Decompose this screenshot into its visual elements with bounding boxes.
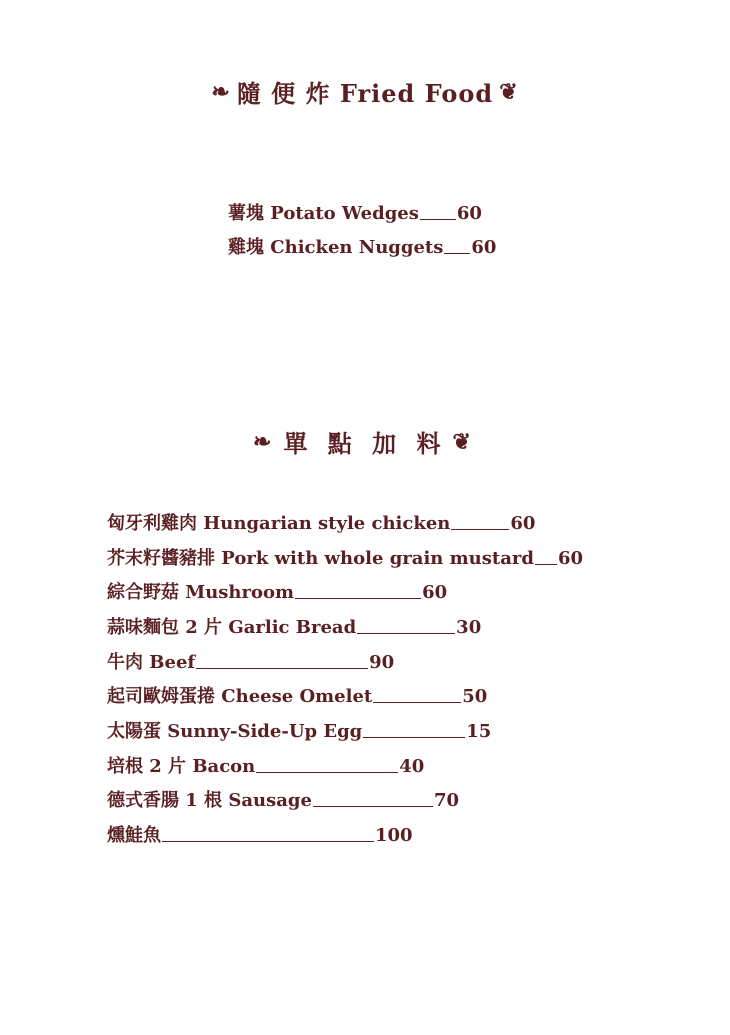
leader-line bbox=[451, 528, 509, 530]
item-price: 60 bbox=[456, 203, 482, 224]
item-name-zh: 薯塊 bbox=[228, 203, 264, 224]
item-name-zh: 綜合野菇 bbox=[107, 582, 179, 603]
addons-title bbox=[0, 424, 730, 459]
item-name-en: Pork with whole grain mustard bbox=[221, 548, 534, 569]
menu-item bbox=[107, 616, 481, 640]
addons-title-text: 單 點 加 料 bbox=[283, 429, 447, 458]
item-price: 40 bbox=[399, 756, 425, 777]
fried-food-title bbox=[0, 74, 730, 109]
menu-item bbox=[107, 755, 424, 779]
item-price: 60 bbox=[471, 237, 497, 258]
item-name-en: Cheese Omelet bbox=[221, 686, 373, 707]
item-name-zh: 太陽蛋 bbox=[107, 721, 161, 742]
leader-line bbox=[295, 597, 421, 599]
leader-line bbox=[363, 736, 465, 738]
item-price: 50 bbox=[462, 686, 488, 707]
leader-line bbox=[373, 701, 461, 703]
menu-item bbox=[107, 581, 447, 605]
item-price: 100 bbox=[375, 825, 413, 846]
menu-item bbox=[107, 789, 459, 813]
item-name-zh: 蒜味麵包 2 片 bbox=[107, 617, 223, 638]
leader-line bbox=[196, 667, 368, 669]
item-name-zh: 匈牙利雞肉 bbox=[107, 513, 197, 534]
item-price: 60 bbox=[557, 548, 584, 569]
menu-item bbox=[107, 547, 583, 571]
menu-item bbox=[107, 685, 487, 709]
item-name-en: Garlic Bread bbox=[228, 617, 357, 638]
item-price: 60 bbox=[422, 582, 448, 603]
item-price: 60 bbox=[510, 513, 536, 534]
item-name-zh: 培根 2 片 bbox=[107, 756, 187, 777]
leader-line bbox=[162, 840, 374, 842]
menu-item bbox=[107, 651, 394, 675]
ornament-right-icon: ❦ bbox=[499, 78, 519, 105]
item-name-zh: 德式香腸 1 根 bbox=[107, 790, 223, 811]
item-price: 90 bbox=[369, 652, 395, 673]
item-name-zh: 雞塊 bbox=[228, 237, 264, 258]
item-name-en: Hungarian style chicken bbox=[203, 513, 451, 534]
item-price: 15 bbox=[466, 721, 492, 742]
item-name-en: Potato Wedges bbox=[270, 203, 419, 224]
item-name-en: Sunny-Side-Up Egg bbox=[167, 721, 363, 742]
item-name-zh: 牛肉 bbox=[107, 652, 143, 673]
menu-item bbox=[228, 236, 496, 260]
ornament-right-icon: ❦ bbox=[452, 428, 477, 455]
ornament-left-icon: ❧ bbox=[253, 428, 278, 455]
fried-food-title-text: 隨 便 炸 Fried Food bbox=[236, 79, 494, 108]
menu-item bbox=[228, 202, 482, 226]
item-name-en: Sausage bbox=[228, 790, 312, 811]
item-name-zh: 燻鮭魚 bbox=[107, 825, 161, 846]
item-name-zh: 起司歐姆蛋捲 bbox=[107, 686, 215, 707]
item-price: 30 bbox=[456, 617, 482, 638]
menu-item bbox=[107, 512, 535, 536]
item-name-zh: 芥末籽醬豬排 bbox=[107, 548, 215, 569]
item-name-en: Bacon bbox=[192, 756, 256, 777]
ornament-left-icon: ❧ bbox=[211, 78, 231, 105]
menu-item bbox=[107, 720, 491, 744]
leader-line bbox=[256, 771, 398, 773]
menu-item bbox=[107, 824, 413, 848]
item-name-en: Beef bbox=[149, 652, 196, 673]
leader-line bbox=[444, 252, 470, 254]
item-name-en: Mushroom bbox=[185, 582, 295, 603]
leader-line bbox=[313, 805, 433, 807]
item-name-en: Chicken Nuggets bbox=[270, 237, 444, 258]
leader-line bbox=[420, 218, 456, 220]
leader-line bbox=[535, 563, 557, 565]
item-price: 70 bbox=[433, 790, 459, 811]
leader-line bbox=[357, 632, 455, 634]
